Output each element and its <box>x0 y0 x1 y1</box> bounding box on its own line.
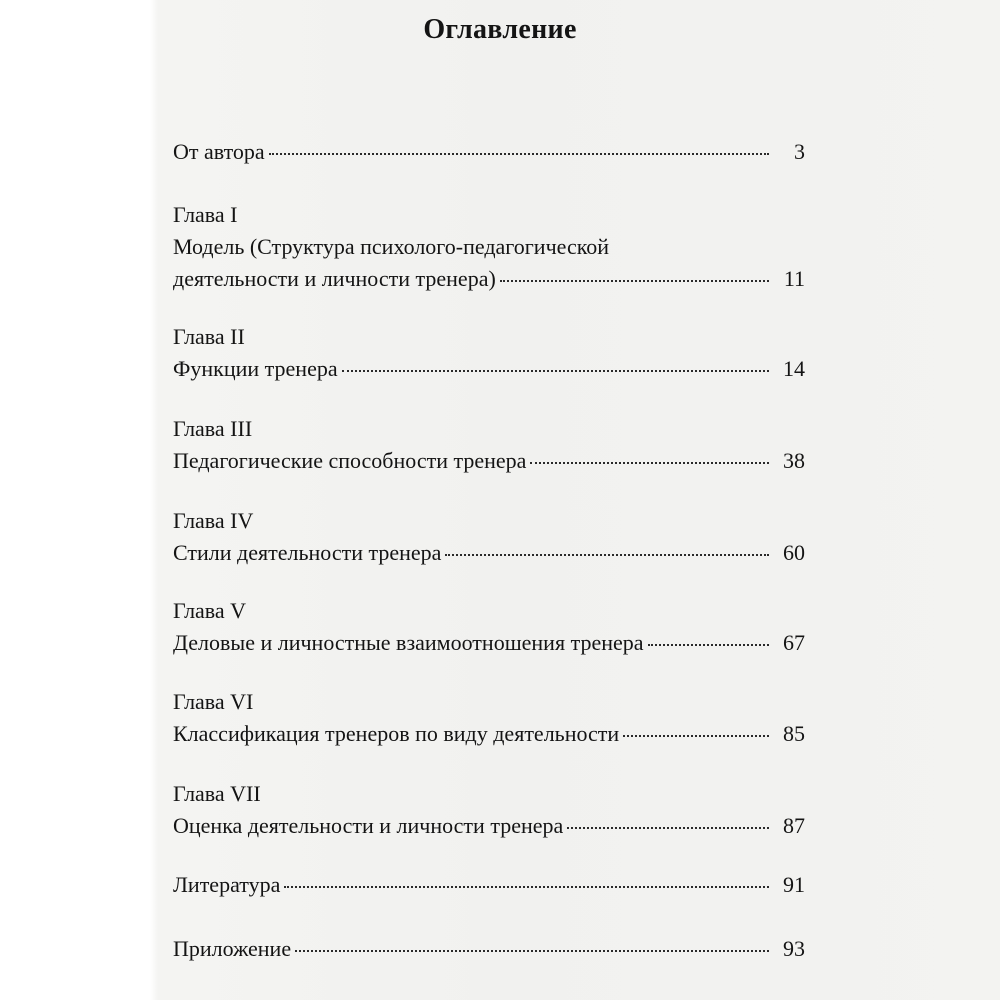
dot-leader <box>648 644 769 646</box>
toc-line <box>173 353 805 385</box>
toc-line <box>173 263 805 295</box>
toc-entry-chapter-5 <box>173 595 805 659</box>
page-number: 87 <box>783 813 805 838</box>
toc-entry-chapter-4 <box>173 505 805 569</box>
toc-entry-chapter-3 <box>173 413 805 477</box>
toc-line <box>173 810 805 842</box>
dot-leader <box>295 950 769 952</box>
chapter-heading: Глава IV <box>173 508 254 533</box>
page-number: 67 <box>783 630 805 655</box>
chapter-heading: Глава VI <box>173 689 254 714</box>
chapter-heading: Глава VII <box>173 781 261 806</box>
entry-title-line-1: Модель (Структура психолого-педагогической <box>173 234 610 259</box>
dot-leader <box>284 886 769 888</box>
toc-entry-appendix <box>173 933 805 965</box>
chapter-heading: Глава V <box>173 598 247 623</box>
toc-entry-chapter-7 <box>173 778 805 842</box>
page-number: 60 <box>783 540 805 565</box>
chapter-heading: Глава II <box>173 324 245 349</box>
page-number: 11 <box>783 266 805 291</box>
entry-title: Приложение <box>173 936 292 961</box>
toc-entry-chapter-1 <box>173 199 805 295</box>
toc-entry-from-author <box>173 136 805 168</box>
entry-title: Литература <box>173 872 281 897</box>
toc-line <box>173 627 805 659</box>
toc-line <box>173 718 805 750</box>
toc-line <box>173 445 805 477</box>
page-number: 91 <box>783 872 805 897</box>
entry-title: Классификация тренеров по виду деятельности <box>173 721 620 746</box>
dot-leader <box>342 370 769 372</box>
toc-line <box>173 136 805 168</box>
toc-line <box>173 933 805 965</box>
toc-entry-chapter-6 <box>173 686 805 750</box>
page-number: 93 <box>783 936 805 961</box>
toc-line <box>173 537 805 569</box>
page-number: 14 <box>783 356 805 381</box>
entry-title: Стили деятельности тренера <box>173 540 442 565</box>
page-number: 38 <box>783 448 805 473</box>
entry-title: От автора <box>173 139 265 164</box>
entry-title: Деловые и личностные взаимоотношения тренера <box>173 630 644 655</box>
dot-leader <box>623 735 769 737</box>
chapter-heading: Глава I <box>173 202 238 227</box>
dot-leader <box>567 827 769 829</box>
toc-line <box>173 869 805 901</box>
entry-title-line-2: деятельности и личности тренера) <box>173 266 496 291</box>
page-number: 3 <box>794 139 805 164</box>
dot-leader <box>530 462 769 464</box>
dot-leader <box>500 280 769 282</box>
page-title: Оглавление <box>423 14 577 45</box>
toc-entry-chapter-2 <box>173 321 805 385</box>
entry-title: Педагогические способности тренера <box>173 448 527 473</box>
chapter-heading: Глава III <box>173 416 253 441</box>
entry-title: Оценка деятельности и личности тренера <box>173 813 564 838</box>
dot-leader <box>445 554 769 556</box>
entry-title: Функции тренера <box>173 356 338 381</box>
dot-leader <box>269 153 769 155</box>
page-number: 85 <box>783 721 805 746</box>
toc-entry-literature <box>173 869 805 901</box>
